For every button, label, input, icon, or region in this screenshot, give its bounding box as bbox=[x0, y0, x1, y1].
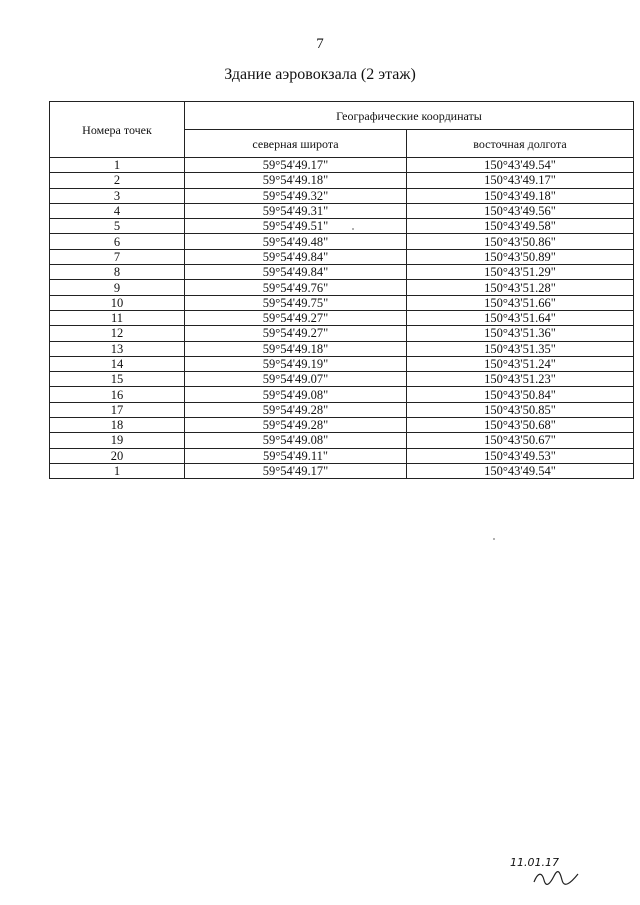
latitude-cell: 59°54'49.84" bbox=[185, 265, 407, 280]
longitude-cell: 150°43'49.56" bbox=[407, 203, 634, 218]
latitude-cell: 59°54'49.32" bbox=[185, 188, 407, 203]
signature-mark bbox=[532, 868, 582, 886]
header-geo-coordinates: Географические координаты bbox=[185, 102, 634, 130]
longitude-cell: 150°43'49.18" bbox=[407, 188, 634, 203]
longitude-cell: 150°43'50.84" bbox=[407, 387, 634, 402]
longitude-cell: 150°43'50.86" bbox=[407, 234, 634, 249]
longitude-cell: 150°43'49.54" bbox=[407, 463, 634, 478]
latitude-cell: 59°54'49.17" bbox=[185, 463, 407, 478]
longitude-cell: 150°43'50.85" bbox=[407, 402, 634, 417]
longitude-cell: 150°43'51.23" bbox=[407, 372, 634, 387]
latitude-cell: 59°54'49.31" bbox=[185, 203, 407, 218]
longitude-cell: 150°43'51.66" bbox=[407, 295, 634, 310]
header-longitude: восточная долгота bbox=[407, 130, 634, 158]
latitude-cell: 59°54'49.08" bbox=[185, 387, 407, 402]
scan-speck bbox=[352, 228, 354, 230]
point-number-cell: 6 bbox=[50, 234, 185, 249]
table-row bbox=[50, 280, 634, 295]
latitude-cell: 59°54'49.08" bbox=[185, 433, 407, 448]
point-number-cell: 13 bbox=[50, 341, 185, 356]
coordinates-table bbox=[49, 101, 634, 479]
longitude-cell: 150°43'49.54" bbox=[407, 158, 634, 173]
table-row bbox=[50, 295, 634, 310]
point-number-cell: 8 bbox=[50, 265, 185, 280]
table-row bbox=[50, 326, 634, 341]
latitude-cell: 59°54'49.07" bbox=[185, 372, 407, 387]
table-row bbox=[50, 418, 634, 433]
longitude-cell: 150°43'51.36" bbox=[407, 326, 634, 341]
point-number-cell: 9 bbox=[50, 280, 185, 295]
point-number-cell: 10 bbox=[50, 295, 185, 310]
table-row bbox=[50, 265, 634, 280]
point-number-cell: 2 bbox=[50, 173, 185, 188]
table-row bbox=[50, 372, 634, 387]
point-number-cell: 15 bbox=[50, 372, 185, 387]
point-number-cell: 7 bbox=[50, 249, 185, 264]
longitude-cell: 150°43'49.58" bbox=[407, 219, 634, 234]
table-row bbox=[50, 310, 634, 325]
table-row bbox=[50, 341, 634, 356]
scan-speck bbox=[493, 538, 495, 540]
point-number-cell: 3 bbox=[50, 188, 185, 203]
latitude-cell: 59°54'49.51" bbox=[185, 219, 407, 234]
latitude-cell: 59°54'49.76" bbox=[185, 280, 407, 295]
table-row bbox=[50, 173, 634, 188]
table-row bbox=[50, 402, 634, 417]
point-number-cell: 14 bbox=[50, 356, 185, 371]
latitude-cell: 59°54'49.17" bbox=[185, 158, 407, 173]
point-number-cell: 4 bbox=[50, 203, 185, 218]
point-number-cell: 11 bbox=[50, 310, 185, 325]
table-row bbox=[50, 219, 634, 234]
longitude-cell: 150°43'50.68" bbox=[407, 418, 634, 433]
longitude-cell: 150°43'51.35" bbox=[407, 341, 634, 356]
point-number-cell: 1 bbox=[50, 158, 185, 173]
table-row bbox=[50, 249, 634, 264]
header-point-number: Номера точек bbox=[50, 102, 185, 158]
latitude-cell: 59°54'49.28" bbox=[185, 418, 407, 433]
page-title: Здание аэровокзала (2 этаж) bbox=[224, 66, 416, 83]
table-row bbox=[50, 387, 634, 402]
longitude-cell: 150°43'51.64" bbox=[407, 310, 634, 325]
longitude-cell: 150°43'51.24" bbox=[407, 356, 634, 371]
point-number-cell: 12 bbox=[50, 326, 185, 341]
table-row bbox=[50, 188, 634, 203]
latitude-cell: 59°54'49.18" bbox=[185, 173, 407, 188]
table-row bbox=[50, 448, 634, 463]
point-number-cell: 17 bbox=[50, 402, 185, 417]
latitude-cell: 59°54'49.18" bbox=[185, 341, 407, 356]
table-row bbox=[50, 203, 634, 218]
latitude-cell: 59°54'49.27" bbox=[185, 310, 407, 325]
longitude-cell: 150°43'49.53" bbox=[407, 448, 634, 463]
header-latitude: северная широта bbox=[185, 130, 407, 158]
longitude-cell: 150°43'51.29" bbox=[407, 265, 634, 280]
latitude-cell: 59°54'49.48" bbox=[185, 234, 407, 249]
table-row bbox=[50, 234, 634, 249]
table-row bbox=[50, 463, 634, 478]
point-number-cell: 5 bbox=[50, 219, 185, 234]
latitude-cell: 59°54'49.75" bbox=[185, 295, 407, 310]
page-number: 7 bbox=[316, 36, 324, 52]
longitude-cell: 150°43'50.89" bbox=[407, 249, 634, 264]
latitude-cell: 59°54'49.28" bbox=[185, 402, 407, 417]
point-number-cell: 16 bbox=[50, 387, 185, 402]
latitude-cell: 59°54'49.11" bbox=[185, 448, 407, 463]
table-row bbox=[50, 433, 634, 448]
handwritten-date: 11.01.17 bbox=[510, 856, 559, 869]
latitude-cell: 59°54'49.84" bbox=[185, 249, 407, 264]
table-row bbox=[50, 158, 634, 173]
latitude-cell: 59°54'49.19" bbox=[185, 356, 407, 371]
longitude-cell: 150°43'49.17" bbox=[407, 173, 634, 188]
point-number-cell: 20 bbox=[50, 448, 185, 463]
table-row bbox=[50, 356, 634, 371]
point-number-cell: 1 bbox=[50, 463, 185, 478]
longitude-cell: 150°43'50.67" bbox=[407, 433, 634, 448]
longitude-cell: 150°43'51.28" bbox=[407, 280, 634, 295]
point-number-cell: 19 bbox=[50, 433, 185, 448]
point-number-cell: 18 bbox=[50, 418, 185, 433]
table-body bbox=[50, 158, 634, 479]
latitude-cell: 59°54'49.27" bbox=[185, 326, 407, 341]
